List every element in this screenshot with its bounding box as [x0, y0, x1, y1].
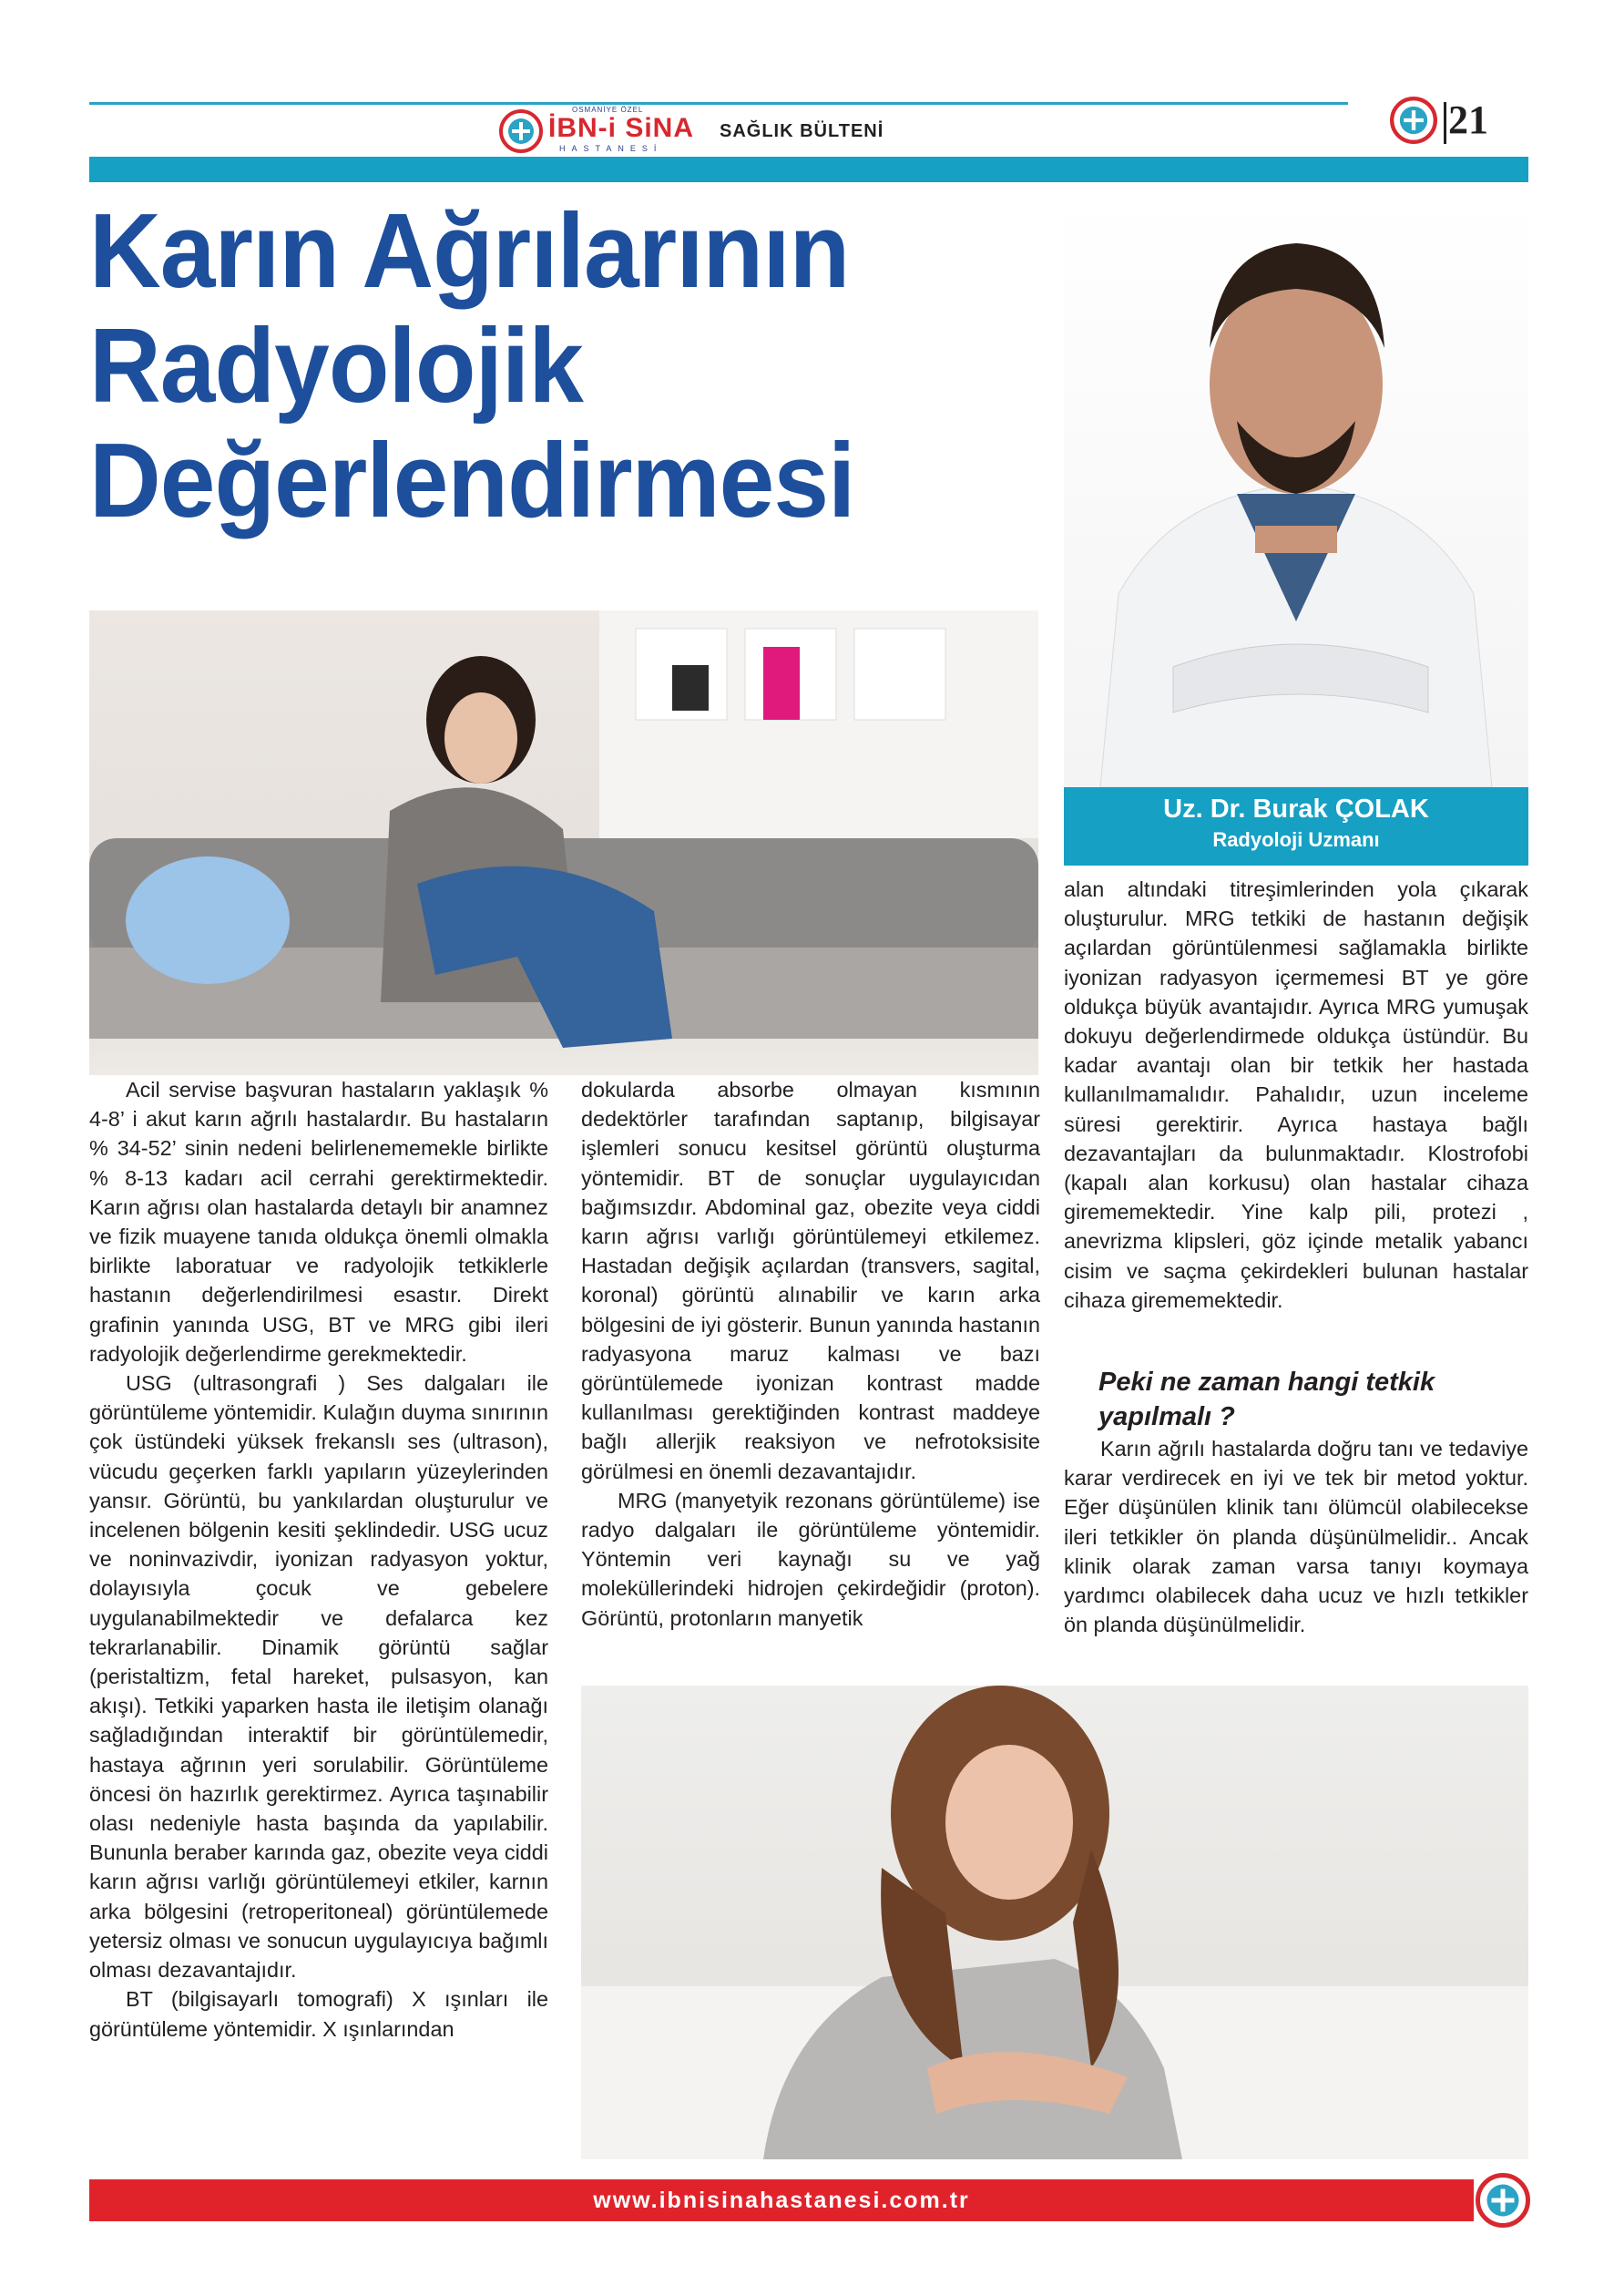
text-column-3-bottom: [1064, 1434, 1528, 1639]
page-number: 21: [1448, 97, 1488, 142]
author-caption: [1064, 787, 1528, 866]
paragraph: Acil servise başvuran hastaların yaklaşık % 4-8’ i akut karın ağrılı hastalardır. Bu hastaların % 34-52’ sinin nedeni belirlenememekle birlikte % 8-13 kadarı acil cerrahi gerektirmektedir. Karın ağrısı olan hastalarda detaylı bir anamnez ve fizik muayene tanıda oldukça önemli olmakla birlikte laboratuar ve radyolojik tetkiklerle hastanın değerlendirilmesi esastır. Direkt grafinin yanında USG, BT ve MRG gibi ileri radyolojik değerlendirme gerekmektedir.: [89, 1078, 548, 1366]
footer-bar: [89, 2179, 1474, 2221]
photo-woman-on-sofa: [89, 610, 1038, 1075]
paragraph: alan altındaki titreşimlerinden yola çıkarak oluşturulur. MRG tetkiki de hastanın değişik açılardan görüntülenmesi sağlamakla birlikte iyonizan radyasyon içermemesi BT ye göre oldukça büyük avantajıdır. Ayrıca MRG yumuşak dokuyu değerlendirmede oldukça üstündür. Bu kadar avantajı olan bir tetkik her hastada kullanılmamalıdır. Pahalıdır, uzun inceleme süresi gerektirir. Ayrıca hastaya bağlı dezavantajları da bulunmaktadır. Klostrofobi (kapalı alan korkusu) olan hastalar cihaza girememektedir. Yine kalp pili, protezi , anevrizma klipsleri, göz içinde metalik yabancı cisim ve saçma çekirdekleri bulunan hastalar cihaza girememektedir.: [1064, 877, 1528, 1312]
author-name: Uz. Dr. Burak ÇOLAK: [1163, 794, 1429, 824]
paragraph: BT (bilgisayarlı tomografi) X ışınları ile görüntüleme yöntemidir. X ışınlarından: [89, 1987, 548, 2041]
hospital-logo-icon: [1390, 97, 1437, 144]
logo-name: İBN-i SiNA: [548, 113, 694, 143]
title-line: Değerlendirmesi: [89, 421, 855, 539]
photo-woman-on-bed: [581, 1686, 1528, 2159]
section-subheading: Peki ne zaman hangi tetkik yapılmalı ?: [1098, 1368, 1435, 1431]
author-title: Radyoloji Uzmanı: [1212, 828, 1380, 851]
paragraph: Karın ağrılı hastalarda doğru tanı ve tedaviye karar verdirecek en iyi ve tek bir metod yoktur. Eğer düşünülen klinik tanı ölümcül olabilecekse ileri tetkikler ön planda düşünülmelidir.. Ancak klinik olarak zaman varsa tanıyı koymaya yardımcı olabilecek daha ucuz ve hızlı tetkikler ön planda düşünülmelidir.: [1064, 1437, 1528, 1637]
logo-subtitle: HASTANESİ: [559, 144, 663, 153]
hospital-logo-icon: [499, 109, 543, 153]
paragraph: MRG (manyetyik rezonans görüntüleme) ise radyo dalgaları ile görüntüleme yöntemidir. Yöntemin veri kaynağı su ve yağ moleküllerindeki hidrojen çekirdeğidir (proton). Görüntü, protonların manyetik: [581, 1488, 1040, 1630]
text-column-1: [89, 1075, 548, 2044]
logo-small-text: OSMANİYE ÖZEL: [572, 106, 644, 114]
header-rule: [89, 102, 1348, 105]
title-line: Radyolojik: [89, 306, 583, 425]
header-bar: [89, 157, 1528, 182]
article-title: [89, 193, 1091, 538]
bulletin-label: SAĞLIK BÜLTENİ: [720, 121, 884, 141]
hospital-logo-icon: [1476, 2172, 1530, 2229]
paragraph: dokularda absorbe olmayan kısmının dedektörler tarafından saptanıp, bilgisayar işlemleri sonucu kesitsel görüntü oluşturma yöntemidir. BT de sonuçlar uygulayıcıdan bağımsızdır. Abdominal gaz, obezite veya ciddi karın ağrısı varlığı görüntülemeyi etkilemez. Hastadan değişik açılardan (transvers, sagital, koronal) görüntü alınabilir ve karın arka bölgesini de iyi gösterir. Bunun yanında hastanın radyasyona maruz kalması ve bazı görüntülemede iyonizan kontrast madde kullanılması gerektiğinden kontrast maddeye bağlı allerjik reaksiyon ve nefrotoksisite görülmesi en önemli dezavantajıdır.: [581, 1078, 1040, 1483]
title-line: Karın Ağrılarının: [89, 191, 850, 310]
paragraph: USG (ultrasongrafi ) Ses dalgaları ile görüntüleme yöntemidir. Kulağın duyma sınırının çok üstündeki yüksek frekanslı ses (ultrason), vücudu geçerken farklı yapıların yüzeylerinden yansır. Görüntü, bu yankılardan oluşturulur ve incelenen bölgenin kesiti şeklindedir. USG ucuz ve noninvazivdir, iyonizan radyasyon yoktur, dolayısıyla çocuk ve gebelere uygulanabilmektedir ve defalarca kez tekrarlanabilir. Dinamik görüntü sağlar (peristaltizm, fetal hareket, pulsasyon, kan akışı). Tetkiki yaparken hasta ile iletişim olanağı sağladığından interaktif bir görüntülemedir, hastaya ağrının yeri sorulabilir. Görüntüleme öncesi ön hazırlık gerektirmez. Ayrıca taşınabilir olası nedeniyle hasta başında da yapılabilir. Bununla beraber karında gaz, obezite veya ciddi karın ağrısı varlığı görüntülemeyi etkiler, karnın arka bölgesini (retroperitoneal) görüntülemede yetersiz olması ve sonucun uygulayıcıya bağımlı olması dezavantajıdır.: [89, 1371, 548, 1983]
photo-doctor: [1064, 193, 1528, 787]
text-column-3-top: [1064, 875, 1528, 1315]
page-number-divider: [1444, 102, 1446, 144]
text-column-2: [581, 1075, 1040, 1633]
website-link[interactable]: www.ibnisinahastanesi.com.tr: [593, 2188, 970, 2213]
